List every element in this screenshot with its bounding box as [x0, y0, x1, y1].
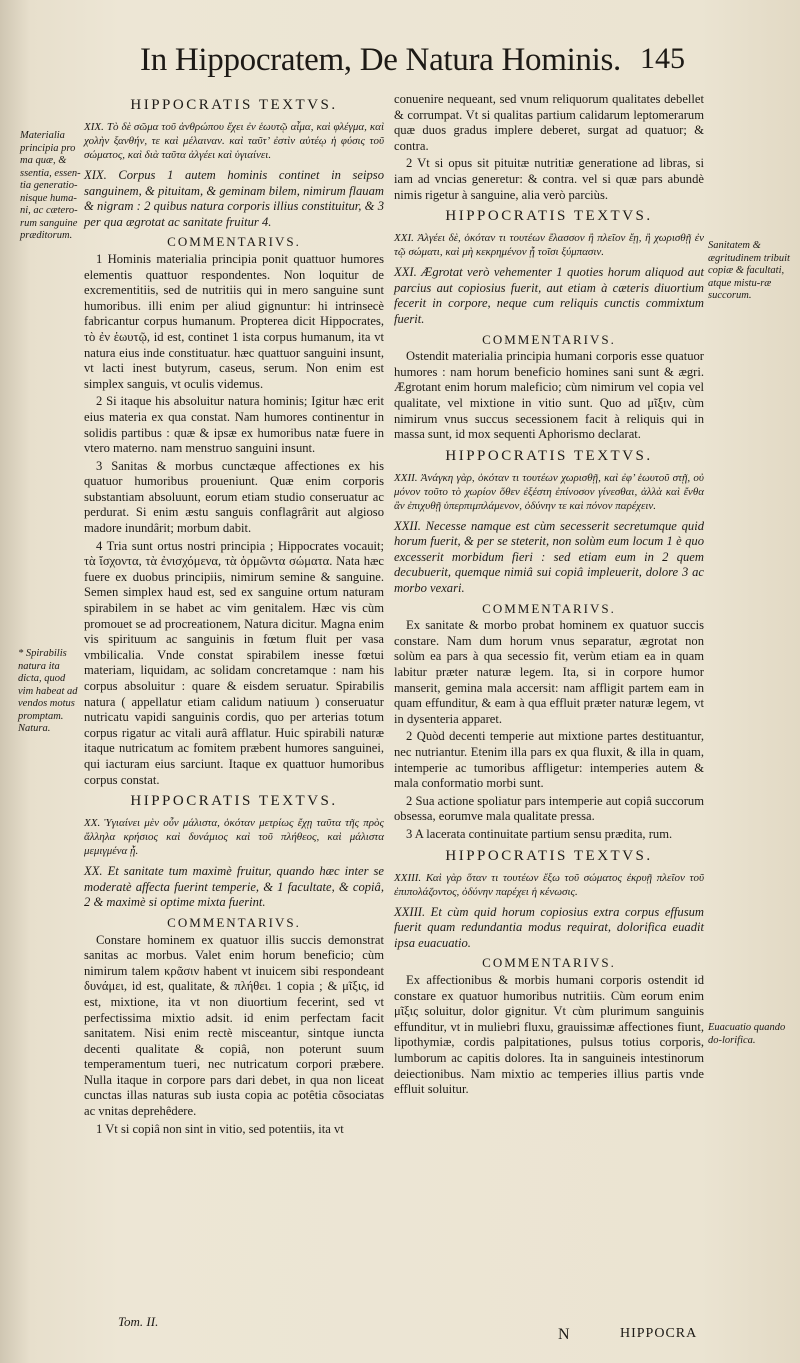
volume-marker: Tom. II.: [118, 1314, 159, 1329]
commentarius-heading: COMMENTARIVS.: [482, 600, 616, 616]
greek-text: XXI. Ἀλγέει δὲ, ὁκόταν τι τουτέων ἔλασσον ἢ πλεῖον ἔῃ, ἢ χωρισθῇ ἐν τῷ σώματι, καὶ μὴ κεκρημένον ᾖ τοῖσι ξύμπασιν.: [394, 232, 704, 259]
left-column: [84, 92, 384, 1139]
latin-translation: XXII. Necesse namque est cùm secesserit secretumque quid horum fuerit, & per se steterit, non solùm eum locum 1 è quo excesserit morbidum fieri : sed etiam eum in 2 quem decubuerit, quemque nimiâ sui copiâ impleuerit, dolore 3 ac morbo vexari.: [394, 518, 704, 596]
commentary-paragraph: Ex affectionibus & morbis humani corporis ostendit id constare ex quatuor humoribus nutritiis. Cùm eorum enim μῖξις soluitur, dolor gignitur. Vt cùm plurimum sanguinis effunditur, vt in muliebri fluxu, grauissimæ affectiones fiunt, lipothymiæ, cordis palpitationes, pulsus totius corporis, lumborum ac capitis dolores. Ita in sanguineis intestinorum deiectionibus. Nam mixtio ac temperies illius partis vnde effluit soluitur.: [394, 972, 704, 1097]
greek-text: XIX. Τὸ δὲ σῶμα τοῦ ἀνθρώπου ἔχει ἐν ἑωυτῷ αἷμα, καὶ φλέγμα, καὶ χολὴν ξανθήν, τε καὶ μέλαιναν. καὶ ταῦτ’ ἐστὶν αὐτέῳ ἡ φύσις τοῦ σώματος, καὶ διὰ ταῦτα ἀλγέει καὶ ὑγιαίνει.: [84, 121, 384, 161]
greek-text: XXII. Ἀνάγκη γὰρ, ὁκόταν τι τουτέων χωρισθῇ, καὶ ἐφ’ ἑωυτοῦ στῇ, οὐ μόνον τοῦτο τὸ χωρίον ὅθεν ἐξέστη ἐπίνοσον γίνεσθαι, ἀλλὰ καὶ ἔνθα ἂν ἐπιχυθῇ ὑπερπιμπλάμενον, ὀδύνην τε καὶ πόνον παρέχειν.: [394, 471, 704, 512]
commentary-paragraph: 1 Hominis materialia principia ponit quattuor humores elementis quattuor respondentes. Non loquitur de excrementitiis, sed de nutritiis qui in mero sanguine sunt humoribus. illi enim per aliud gignuntur: hi intrinsecè fabricantur corpus humanum. Propterea dicit Hippocrates, τὸ ἐν ἑωυτῷ, id est, continet 1 ista corpus humanum, ita vt natura eius inde constituatur. hæc quattuor sanguini insunt, vt lacti inest butyrum, caseus, serum. Non enim est simplex sanguis, vt oculis videmus.: [84, 251, 384, 391]
commentarius-heading: COMMENTARIVS.: [482, 955, 616, 971]
margin-note-right-1: Sanitatem & ægritudinem tribuit copiæ & facultati, atque mistu-ræ succorum.: [708, 240, 790, 301]
right-column: [394, 92, 704, 1100]
commentary-paragraph: 2 Vt si opus sit pituitæ nutritiæ generatione ad libras, si iam ad vncias generetur: & contra. vel si quæ pars abundè nimis rigetur à sanguine, alia verò parciùs.: [394, 156, 704, 202]
margin-note-right-2: Euacuatio quando do-lorifica.: [708, 1022, 786, 1046]
commentary-paragraph: 4 Tria sunt ortus nostri principia ; Hippocrates vocauit; τὰ ἴσχοντα, τὰ ἐνισχόμενα, τὰ ὁρμῶντα σώματα. Nata hæc fuere ex duobus principiis, nimirum semine & sanguine. Semen simplex haud est, sed ex sanguine ortum naturam spirabilem in se habet ac vim genitalem. Hæc vis cùm promouet se ad procreationem, Natura dicitur. Magna enim vis spirituum ac sanguinis in fœtum fluit per vasa vmbilicalia. Vnde constat spirabilem inesse fœtui materiam, liquidam, ac solidam concretamque : nam his corpus absoluitur : quare & eisdem seruatur. Spirabilis natura ( appellatur etiam calidum natiuum ) conseruatur nutricatu vapidi sanguinis cordis, quo per arterias totum corpus rigatur ac vitali aurâ afflatur. Huic spirabili naturæ itaque nutricatum ac fomitem præbent humores sanguinei, qui iacturam eius sarciunt. Itaque ex quattuor humoribus corpus constat.: [84, 538, 384, 787]
margin-note-left-1: Materialia principia pro ma quæ, & ssentia, essen-tia generatio-nisque huma-ni, ac cætero-rum sanguine præditorum.: [20, 130, 81, 241]
textus-heading: HIPPOCRATIS TEXTVS.: [445, 208, 653, 225]
commentarius-heading: COMMENTARIVS.: [167, 914, 301, 930]
signature-mark: N: [558, 1326, 570, 1343]
page-number: 145: [640, 42, 685, 75]
margin-note-left-2: * Spirabilis natura ita dicta, quod vim habeat ad vendos motus promptam. Natura.: [18, 648, 78, 734]
textus-heading: HIPPOCRATIS TEXTVS.: [130, 793, 338, 810]
commentarius-heading: COMMENTARIVS.: [167, 234, 301, 250]
textus-heading: HIPPOCRATIS TEXTVS.: [445, 847, 653, 864]
commentary-paragraph: Ex sanitate & morbo probat hominem ex quatuor succis constare. Nam dum horum vnus separatur, ægrotat non solùm ea pars à qua secessio fit, verùm etiam ea in quam labitur præter naturæ legem. Ita, si in corpore humor manserit, gemina mala accersit: nam affligit partem eam in quam effunditur, & eam à qua effluit præter naturæ legem, vt in dysenteria apparet.: [394, 618, 704, 726]
greek-text: XX. Ὑγιαίνει μὲν οὖν μάλιστα, ὁκόταν μετρίως ἔχῃ ταῦτα τῆς πρὸς ἄλληλα κρήσιος καὶ δυνάμιος καὶ τοῦ πλήθεος, καὶ μάλιστα μεμιγμένα ᾖ.: [84, 817, 384, 858]
commentary-paragraph: 2 Si itaque his absoluitur natura hominis; Igitur hæc erit eius materia ex qua constat. Nam humores continentur in solidis partibus : quæ & ipsæ ex humoribus natæ fuere in vtero materno. nam menstruo sanguini insunt.: [84, 394, 384, 456]
running-title: In Hippocratem, De Natura Hominis.: [140, 42, 621, 78]
greek-text: XXIII. Καὶ γὰρ ὅταν τι τουτέων ἔξω τοῦ σώματος ἐκρυῇ πλεῖον τοῦ ἐπιπολάζοντος, ὀδύνην παρέχει ἡ κένωσις.: [394, 871, 704, 898]
latin-translation: XIX. Corpus 1 autem hominis continet in seipso sanguinem, & pituitam, & geminam bilem, nimirum flauam & nigram : 2 quibus natura corporis illius constituitur, & 3 per qua ægrotat ac sanitate fruitur 4.: [84, 168, 384, 229]
commentary-paragraph: Constare hominem ex quatuor illis succis demonstrat sanitas ac morbus. Valet enim horum beneficio; cùm nimirum talem κρᾶσιν habent vt inuicem sibi respondeant δυνάμει, id est, qualitate, & πλήθει. 1 copia ; & μῖξις, id est, mixtione, ita vt non diuortium fecerint, sed vt perfectissima mixtio adsit. id enim perfectam facit sanitatem. Nisi enim rectè misceantur, sintque iuncta decenti qualitate & copiâ, non poterunt suum temperamentum tueri, nec nutricatum corpori præbere. Nulla itaque in corpore pars dari debet, in qua non liceat cunctas illas naturas sub iusta copia ac potêtia cõsociatas ac vnitas deprehêdere.: [84, 932, 384, 1119]
latin-translation: XXIII. Et cùm quid horum copiosius extra corpus effusum fuerit quam redundantia modus requirat, dolorifica euadit ipsa euacuatio.: [394, 904, 704, 950]
commentary-paragraph: Ostendit materialia principia humani corporis esse quatuor humores : nam horum beneficio homines sani sunt & ægri. Ægrotant enim horum maleficio; cùm nimirum vel copia vel qualitate, vel mixtione in vitio sunt. Quo ad μῖξιν, cùm nimirum vnus succus secessionem facit à reliquis qui in massa sunt, id mox sequenti Aphorismo declarat.: [394, 349, 704, 442]
commentary-paragraph: conuenire nequeant, sed vnum reliquorum qualitates debellet & corrumpat. Vt si qualitas partium calidarum leptomerarum quæ duos gradus implere deberet, surgat ad quatuor; & contra.: [394, 92, 704, 153]
commentary-paragraph: 3 Sanitas & morbus cunctæque affectiones ex his quatuor humoribus proueniunt. Quæ enim corporis substantiam absoluunt, eorum etiam studio conseruatur ac perdurat. Si enim æstu sanguis conflagrârit aut algioso madore inundârit; morbum dabit.: [84, 458, 384, 536]
catchword: HIPPOCRA: [620, 1326, 698, 1341]
commentary-paragraph: 2 Quòd decenti temperie aut mixtione partes destituantur, nec nutriantur. Etenim illa pars ex qua fluxit, & illa in quam, intemperie ac tumoribus affligetur: intemperies autem & mala conformatio morbi sunt.: [394, 729, 704, 791]
commentary-paragraph: 3 A lacerata continuitate partium sensu prædita, rum.: [406, 826, 673, 841]
latin-translation: XXI. Ægrotat verò vehementer 1 quoties horum aliquod aut parcius aut copiosius fuerit, aut etiam à cæteris diuortium fecerit in corpore, neque cum reliquis cunctis commixtum fuerit.: [394, 265, 704, 326]
commentarius-heading: COMMENTARIVS.: [482, 331, 616, 347]
textus-heading: HIPPOCRATIS TEXTVS.: [130, 97, 338, 113]
commentary-paragraph: 2 Sua actione spoliatur pars intemperie aut copiâ succorum obsessa, eorumve mala qualitate pressa.: [394, 793, 704, 824]
latin-translation: XX. Et sanitate tum maximè fruitur, quando hæc inter se moderatè affecta fuerint temperie, & 1 facultate, & copiâ, 2 & maximè si optime mixta fuerint.: [84, 864, 384, 910]
textus-heading: HIPPOCRATIS TEXTVS.: [445, 447, 653, 464]
commentary-paragraph: 1 Vt si copiâ non sint in vitio, sed potentiis, ita vt: [96, 1121, 344, 1136]
